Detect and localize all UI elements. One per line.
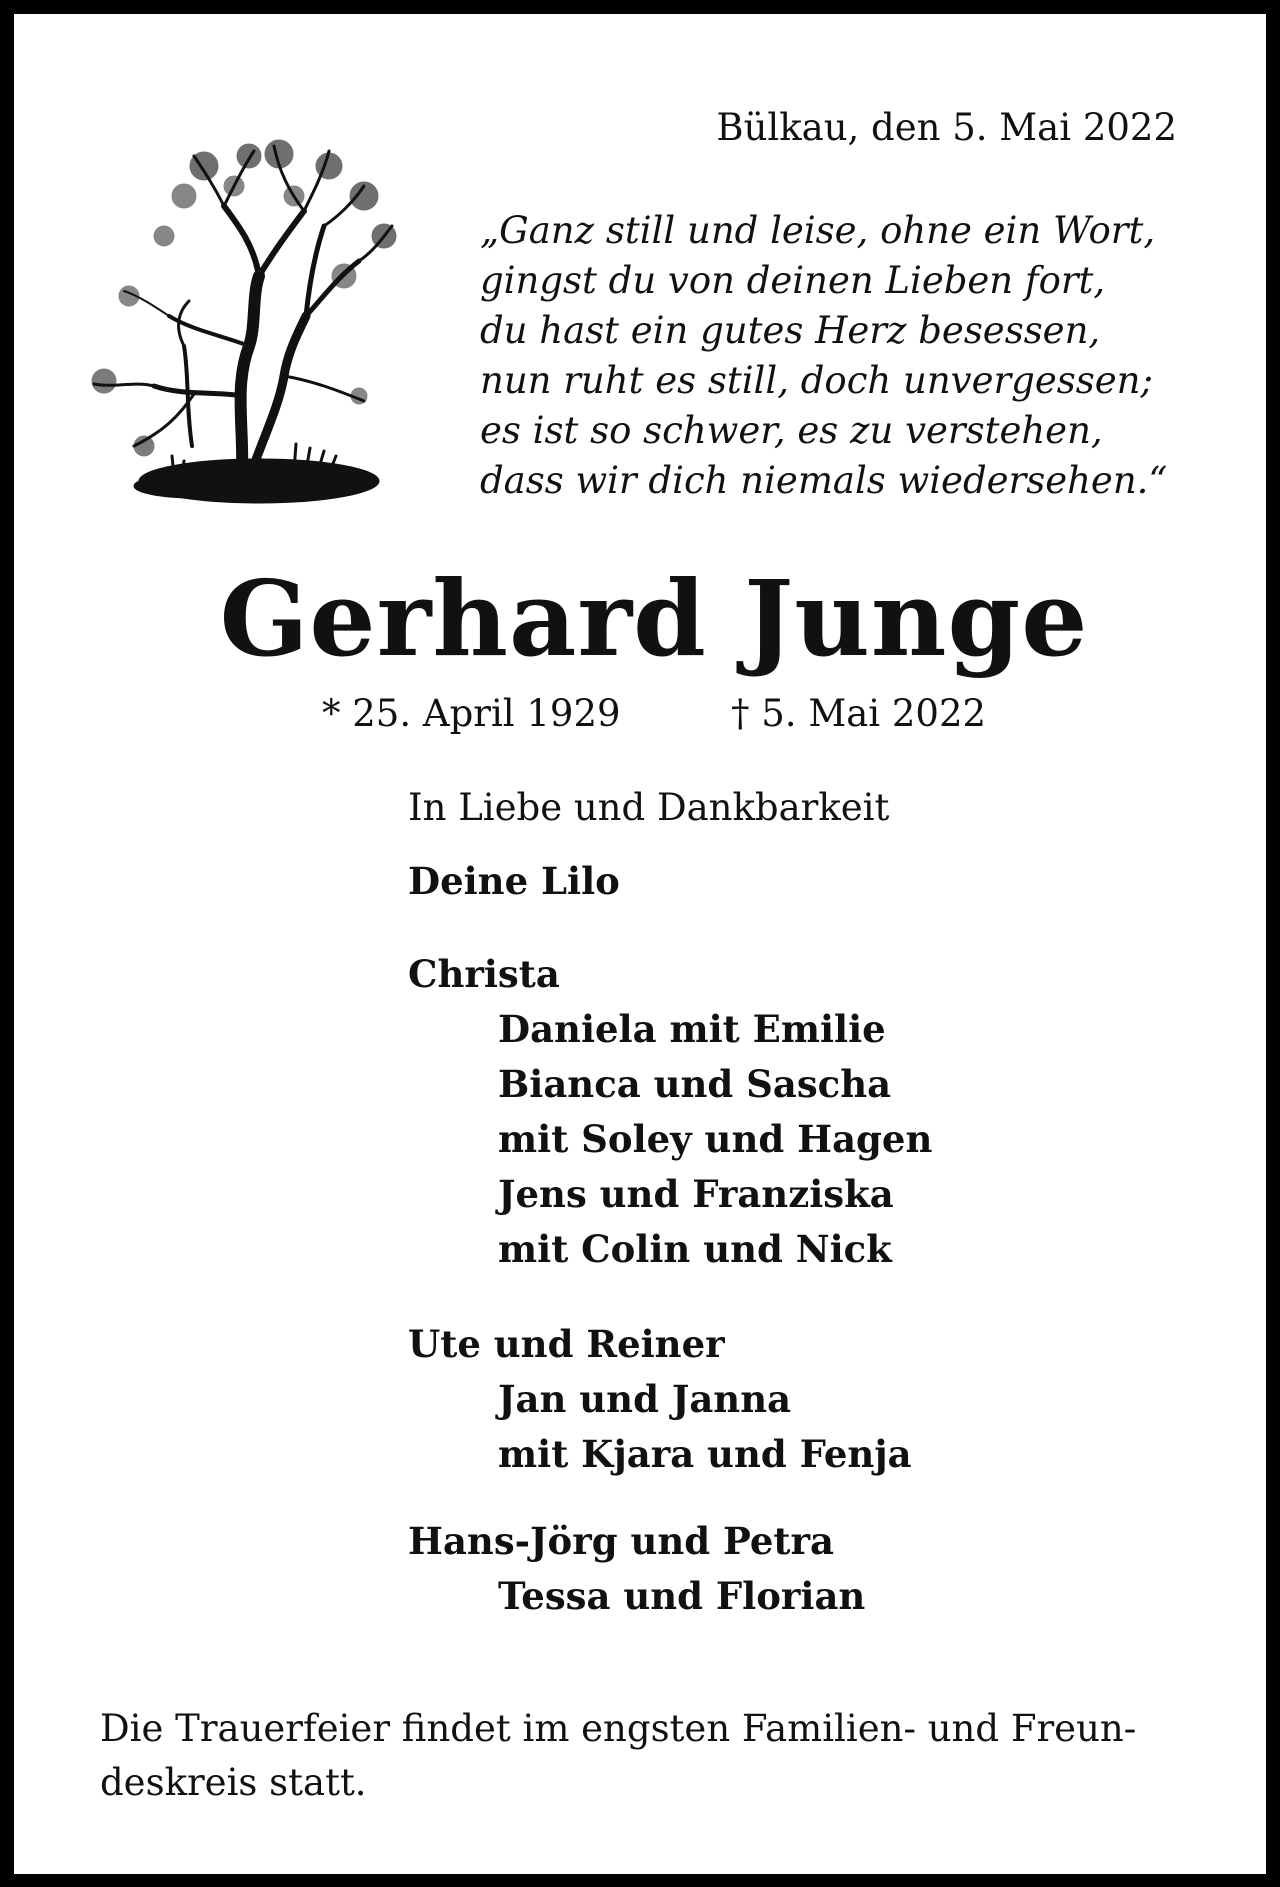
group-member: Daniela mit Emilie	[498, 1007, 886, 1051]
group-member: Tessa und Florian	[498, 1574, 866, 1618]
obituary-notice	[14, 14, 1266, 1874]
intro-text: In Liebe und Dankbarkeit	[408, 786, 890, 829]
deceased-name: Gerhard Junge	[219, 557, 1089, 680]
verse	[480, 206, 1167, 506]
group-head: Hans-Jörg und Petra	[408, 1519, 834, 1563]
group-member: Bianca und Sascha	[498, 1062, 892, 1106]
group-head: Christa	[408, 952, 560, 996]
group-member: Jan und Janna	[498, 1377, 792, 1421]
tree-icon	[74, 126, 414, 516]
funeral-note	[100, 1702, 1220, 1810]
note-line: deskreis statt.	[100, 1761, 367, 1804]
verse-line: es ist so schwer, es zu verstehen,	[480, 409, 1103, 452]
group-head: Ute und Reiner	[408, 1322, 725, 1366]
family-group	[408, 1317, 1168, 1482]
verse-line: du hast ein gutes Herz besessen,	[480, 309, 1101, 352]
verse-line: nun ruht es still, doch unvergessen;	[480, 359, 1153, 402]
verse-line: gingst du von deinen Lieben fort,	[480, 259, 1106, 302]
birth-date: * 25. April 1929	[322, 692, 621, 735]
family-group	[408, 1514, 1168, 1624]
group-member: mit Kjara und Fenja	[498, 1432, 912, 1476]
note-line: Die Trauerfeier findet im engsten Familien- und Freun-	[100, 1707, 1137, 1750]
family-group	[408, 947, 1168, 1277]
verse-line: „Ganz still und leise, ohne ein Wort,	[480, 209, 1156, 252]
family-list	[408, 784, 1168, 1624]
place-date: Bülkau, den 5. Mai 2022	[716, 106, 1177, 149]
group-member: Jens und Franziska	[498, 1172, 894, 1216]
group-member: mit Colin und Nick	[498, 1227, 892, 1271]
group-member: mit Soley und Hagen	[498, 1117, 933, 1161]
verse-line: dass wir dich niemals wiedersehen.“	[480, 459, 1168, 502]
spouse-name: Deine Lilo	[408, 859, 620, 903]
death-date: † 5. Mai 2022	[731, 692, 987, 735]
